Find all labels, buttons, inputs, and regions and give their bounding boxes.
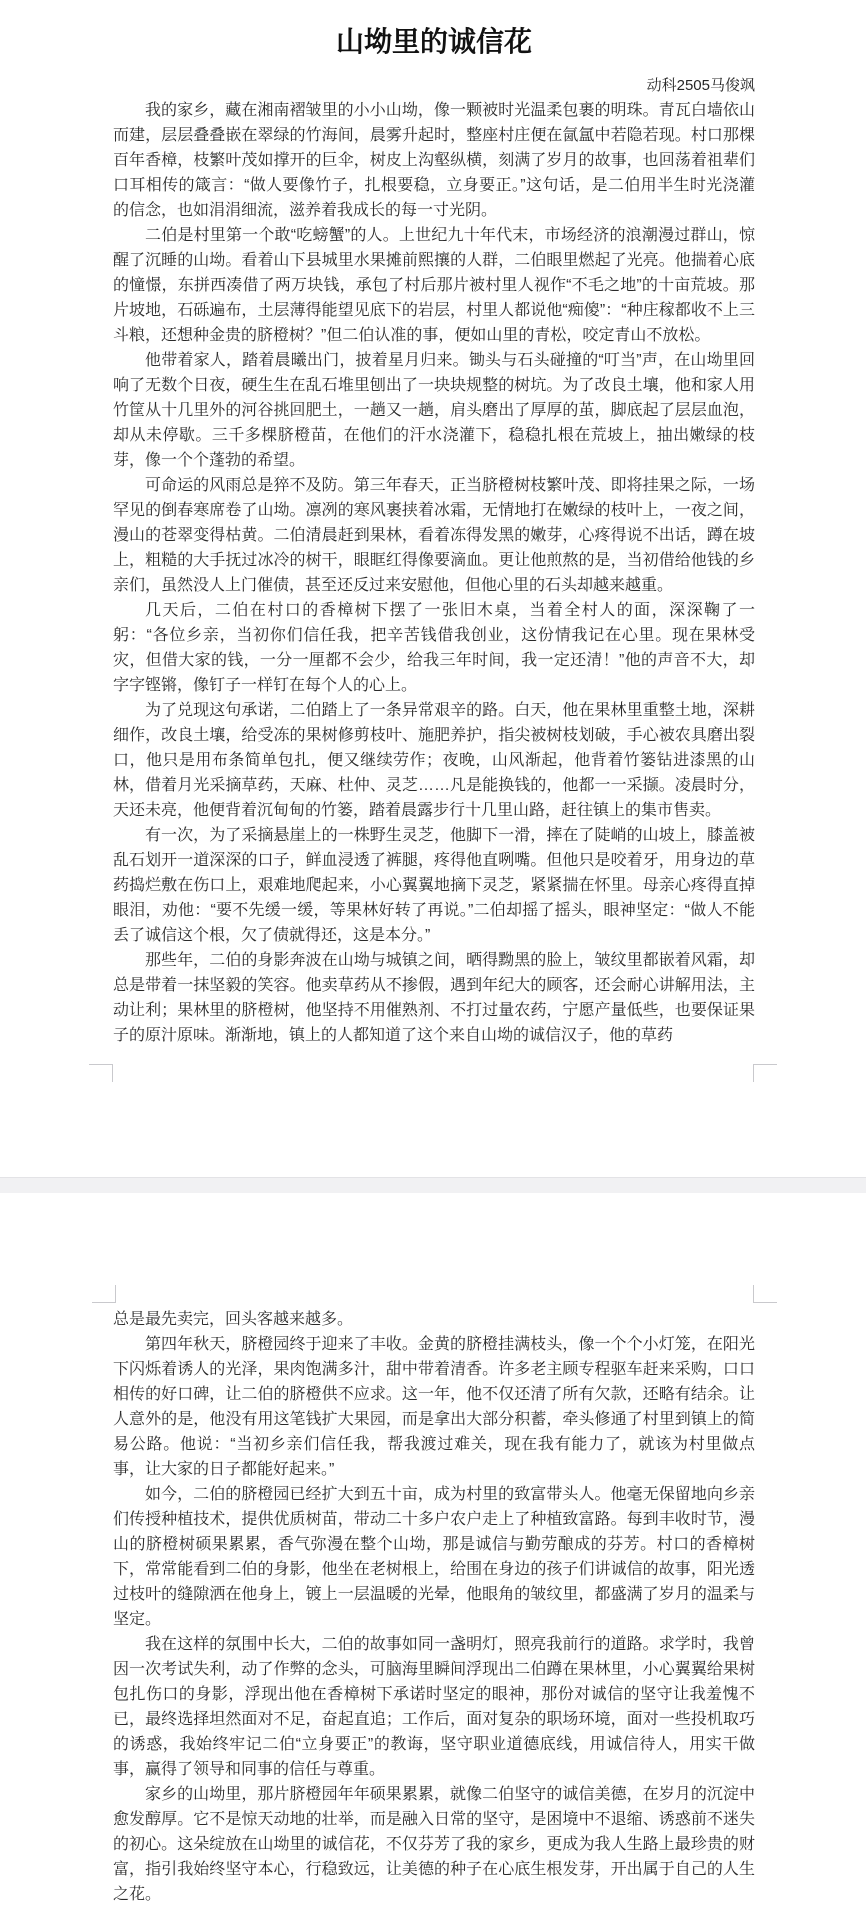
paragraph: 第四年秋天，脐橙园终于迎来了丰收。金黄的脐橙挂满枝头，像一个个小灯笼，在阳光下闪烁着诱人的光泽，果肉饱满多汁，甜中带着清香。许多老主顾专程驱车赶来采购，口口相传的好口碑，让二伯的脐橙供不应求。这一年，他不仅还清了所有欠款，还略有结余。让人意外的是，他没有用这笔钱扩大果园，而是拿出大部分积蓄，牵头修通了村里到镇上的简易公路。他说：“当初乡亲们信任我，帮我渡过难关，现在我有能力了，就该为村里做点事，让大家的日子都能好起来。” — [113, 1336, 755, 1478]
paragraph: 如今，二伯的脐橙园已经扩大到五十亩，成为村里的致富带头人。他毫无保留地向乡亲们传授种植技术，提供优质树苗，带动二十多户农户走上了种植致富路。每到丰收时节，漫山的脐橙树硕果累累，香气弥漫在整个山坳，那是诚信与勤劳酿成的芬芳。村口的香樟树下，常常能看到二伯的身影，他坐在老树根上，给围在身边的孩子们讲诚信的故事，阳光透过枝叶的缝隙洒在他身上，镀上一层温暖的光晕，他眼角的皱纹里，都盛满了岁月的温柔与坚定。 — [113, 1486, 755, 1628]
paragraph: 二伯是村里第一个敢“吃螃蟹”的人。上世纪九十年代末，市场经济的浪潮漫过群山，惊醒了沉睡的山坳。看着山下县城里水果摊前熙攘的人群，二伯眼里燃起了光亮。他揣着心底的憧憬，东拼西凑借了两万块钱，承包了村后那片被村里人视作“不毛之地”的十亩荒坡。那片坡地，石砾遍布，土层薄得能望见底下的岩层，村里人都说他“痴傻”：“种庄稼都收不上三斗粮，还想种金贵的脐橙树？”但二伯认准的事，便如山里的青松，咬定青山不放松。 — [113, 227, 755, 344]
paragraph: 有一次，为了采摘悬崖上的一株野生灵芝，他脚下一滑，摔在了陡峭的山坡上，膝盖被乱石划开一道深深的口子，鲜血浸透了裤腿，疼得他直咧嘴。但他只是咬着牙，用身边的草药捣烂敷在伤口上，艰难地爬起来，小心翼翼地摘下灵芝，紧紧揣在怀里。母亲心疼得直掉眼泪，劝他：“要不先缓一缓，等果林好转了再说。”二伯却摇了摇头，眼神坚定：“做人不能丢了诚信这个根，欠了债就得还，这是本分。” — [113, 827, 755, 944]
author-line: 动科2505马俊飒 — [646, 77, 755, 94]
text-boundary-mark-bottom-right — [753, 1064, 777, 1082]
paragraph: 几天后，二伯在村口的香樟树下摆了一张旧木桌，当着全村人的面，深深鞠了一躬：“各位乡亲，当初你们信任我，把辛苦钱借我创业，这份情我记在心里。现在果林受灾，但借大家的钱，一分一厘都不会少，给我三年时间，我一定还清！”他的声音不大，却字字铿锵，像钉子一样钉在每个人的心上。 — [113, 602, 755, 694]
paragraph: 那些年，二伯的身影奔波在山坳与城镇之间，晒得黝黑的脸上，皱纹里都嵌着风霜，却总是带着一抹坚毅的笑容。他卖草药从不掺假，遇到年纪大的顾客，还会耐心讲解用法，主动让利；果林里的脐橙树，他坚持不用催熟剂、不打过量农药，宁愿产量低些，也要保证果子的原汁原味。渐渐地，镇上的人都知道了这个来自山坳的诚信汉子，他的草药 — [113, 952, 755, 1044]
paragraph: 总是最先卖完，回头客越来越多。 — [113, 1311, 354, 1328]
text-boundary-mark-bottom-left — [89, 1064, 113, 1082]
paragraph: 家乡的山坳里，那片脐橙园年年硕果累累，就像二伯坚守的诚信美德，在岁月的沉淀中愈发醇厚。它不是惊天动地的壮举，而是融入日常的坚守，是困境中不退缩、诱惑前不迷失的初心。这朵绽放在山坳里的诚信花，不仅芬芳了我的家乡，更成为我人生路上最珍贵的财富，指引我始终坚守本心，行稳致远，让美德的种子在心底生根发芽，开出属于自己的人生之花。 — [113, 1786, 755, 1903]
page-title: 山坳里的诚信花 — [335, 26, 532, 57]
page1-body — [113, 98, 755, 1048]
page2-body — [113, 1307, 755, 1907]
text-boundary-mark-top-right — [753, 1285, 777, 1303]
paragraph: 他带着家人，踏着晨曦出门，披着星月归来。锄头与石头碰撞的“叮当”声，在山坳里回响了无数个日夜，硬生生在乱石堆里刨出了一块块规整的树坑。为了改良土壤，他和家人用竹筐从十几里外的河谷挑回肥土，一趟又一趟，肩头磨出了厚厚的茧，脚底起了层层血泡，却从未停歇。三千多棵脐橙苗，在他们的汗水浇灌下，稳稳扎根在荒坡上，抽出嫩绿的枝芽，像一个个蓬勃的希望。 — [113, 352, 755, 469]
paragraph: 为了兑现这句承诺，二伯踏上了一条异常艰辛的路。白天，他在果林里重整土地，深耕细作，改良土壤，给受冻的果树修剪枝叶、施肥养护，指尖被树枝划破，手心被农具磨出裂口，他只是用布条简单包扎，便又继续劳作；夜晚，山风渐起，他背着竹篓钻进漆黑的山林，借着月光采摘草药，天麻、杜仲、灵芝……凡是能换钱的，他都一一采撷。凌晨时分，天还未亮，他便背着沉甸甸的竹篓，踏着晨露步行十几里山路，赶往镇上的集市售卖。 — [113, 702, 755, 819]
text-boundary-mark-top-left — [92, 1285, 116, 1303]
page-gap-divider — [0, 1177, 866, 1193]
paragraph: 我的家乡，藏在湘南褶皱里的小小山坳，像一颗被时光温柔包裹的明珠。青瓦白墙依山而建，层层叠叠嵌在翠绿的竹海间，晨雾升起时，整座村庄便在氤氲中若隐若现。村口那棵百年香樟，枝繁叶茂如撑开的巨伞，树皮上沟壑纵横，刻满了岁月的故事，也回荡着祖辈们口耳相传的箴言：“做人要像竹子，扎根要稳，立身要正。”这句话，是二伯用半生时光浇灌的信念，也如涓涓细流，滋养着我成长的每一寸光阴。 — [113, 102, 755, 219]
paragraph: 可命运的风雨总是猝不及防。第三年春天，正当脐橙树枝繁叶茂、即将挂果之际，一场罕见的倒春寒席卷了山坳。凛冽的寒风裹挟着冰霜，无情地打在嫩绿的枝叶上，一夜之间，漫山的苍翠变得枯黄。二伯清晨赶到果林，看着冻得发黑的嫩芽，心疼得说不出话，蹲在坡上，粗糙的大手抚过冰冷的树干，眼眶红得像要滴血。更让他煎熬的是，当初借给他钱的乡亲们，虽然没人上门催债，甚至还反过来安慰他，但他心里的石头却越来越重。 — [113, 477, 755, 594]
page-2 — [0, 1193, 866, 1920]
paragraph: 我在这样的氛围中长大，二伯的故事如同一盏明灯，照亮我前行的道路。求学时，我曾因一次考试失利，动了作弊的念头，可脑海里瞬间浮现出二伯蹲在果林里，小心翼翼给果树包扎伤口的身影，浮现出他在香樟树下承诺时坚定的眼神，那份对诚信的坚守让我羞愧不已，最终选择坦然面对不足，奋起直追；工作后，面对复杂的职场环境，面对一些投机取巧的诱惑，我始终牢记二伯“立身要正”的教诲，坚守职业道德底线，用诚信待人，用实干做事，赢得了领导和同事的信任与尊重。 — [113, 1636, 755, 1778]
